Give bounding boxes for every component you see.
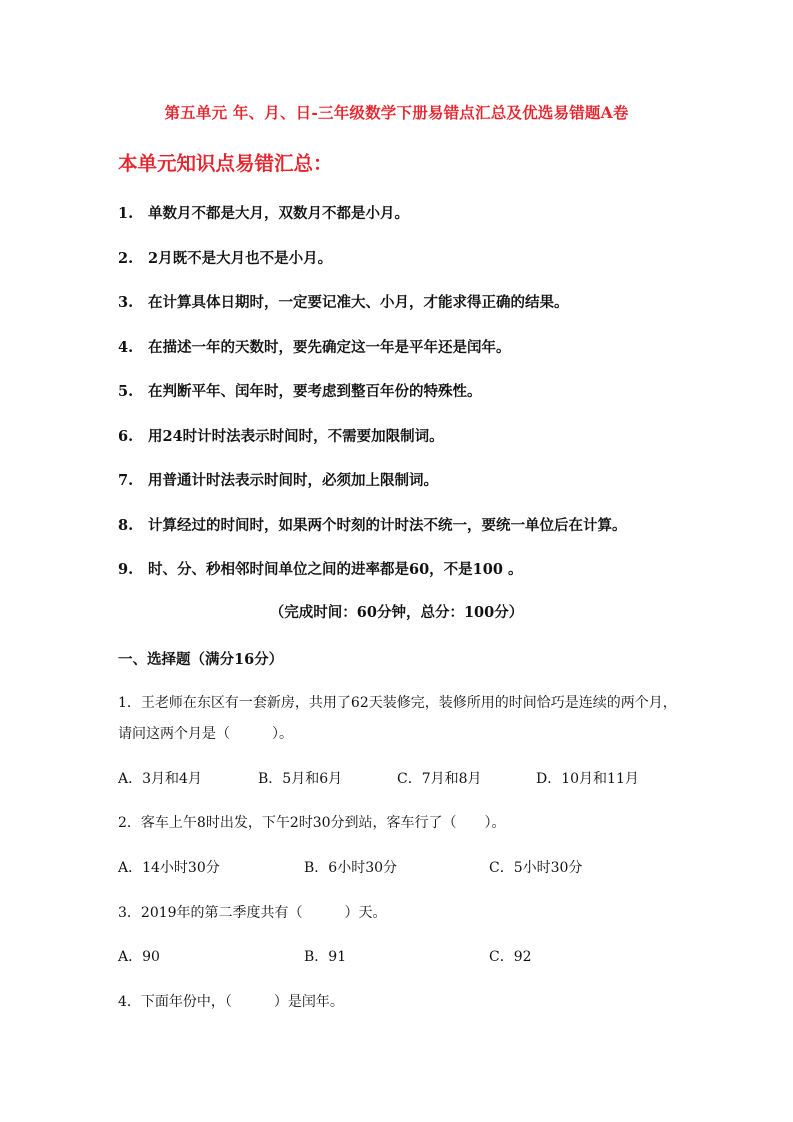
answer-option: C．92 <box>489 949 532 965</box>
question-text: 请问这两个月是（ ）。 <box>118 726 293 742</box>
point-text: 时、分、秒相邻时间单位之间的进率都是60，不是100 。 <box>148 561 523 578</box>
question-text: 4．下面年份中，（ ）是闰年。 <box>118 994 344 1010</box>
answer-option: A．14小时30分 <box>118 860 220 876</box>
point-number: 4. <box>118 339 134 356</box>
question-text: 2．客车上午8时出发，下午2时30分到站，客车行了（ ）。 <box>118 815 506 831</box>
knowledge-point <box>118 291 569 312</box>
answer-option: A．3月和4月 <box>118 771 202 787</box>
knowledge-point <box>118 202 409 223</box>
point-text: 在判断平年、闰年时，要考虑到整百年份的特殊性。 <box>148 383 482 400</box>
knowledge-point <box>118 558 523 579</box>
point-number: 6. <box>118 428 134 445</box>
point-number: 8. <box>118 517 134 534</box>
point-text: 单数月不都是大月，双数月不都是小月。 <box>148 205 409 222</box>
point-number: 5. <box>118 383 134 400</box>
point-text: 计算经过的时间时，如果两个时刻的计时法不统一，要统一单位后在计算。 <box>148 517 627 534</box>
part-heading: 一、选择题（满分16分） <box>118 651 284 668</box>
point-number: 1. <box>118 205 134 222</box>
knowledge-point <box>118 425 444 446</box>
knowledge-point <box>118 469 438 490</box>
point-number: 9. <box>118 561 134 578</box>
answer-option: C．7月和8月 <box>397 771 482 787</box>
answer-option: B．5月和6月 <box>258 771 343 787</box>
document-title: 第五单元 年、月、日-三年级数学下册易错点汇总及优选易错题A卷 <box>164 103 629 122</box>
answer-option: B．91 <box>304 949 347 965</box>
knowledge-point <box>118 336 511 357</box>
point-number: 2. <box>118 250 134 267</box>
point-number: 7. <box>118 472 134 489</box>
time-note: （完成时间：60分钟，总分：100分） <box>269 604 524 621</box>
point-text: 用24时计时法表示时间时，不需要加限制词。 <box>148 428 444 445</box>
point-text: 用普通计时法表示时间时，必须加上限制词。 <box>148 472 438 489</box>
point-text: 在计算具体日期时，一定要记准大、小月，才能求得正确的结果。 <box>148 294 569 311</box>
point-text: 2月既不是大月也不是小月。 <box>148 250 333 267</box>
answer-option: A．90 <box>118 949 160 965</box>
point-number: 3. <box>118 294 134 311</box>
knowledge-point <box>118 247 332 268</box>
knowledge-point <box>118 380 482 401</box>
section-heading: 本单元知识点易错汇总： <box>118 152 333 175</box>
answer-option: B．6小时30分 <box>304 860 398 876</box>
question-text: 1．王老师在东区有一套新房，共用了62天装修完，装修所用的时间恰巧是连续的两个月， <box>118 695 677 711</box>
answer-option: C．5小时30分 <box>489 860 583 876</box>
answer-option: D．10月和11月 <box>536 771 639 787</box>
knowledge-point <box>118 514 627 535</box>
question-text: 3．2019年的第二季度共有（ ）天。 <box>118 905 387 921</box>
point-text: 在描述一年的天数时，要先确定这一年是平年还是闰年。 <box>148 339 511 356</box>
